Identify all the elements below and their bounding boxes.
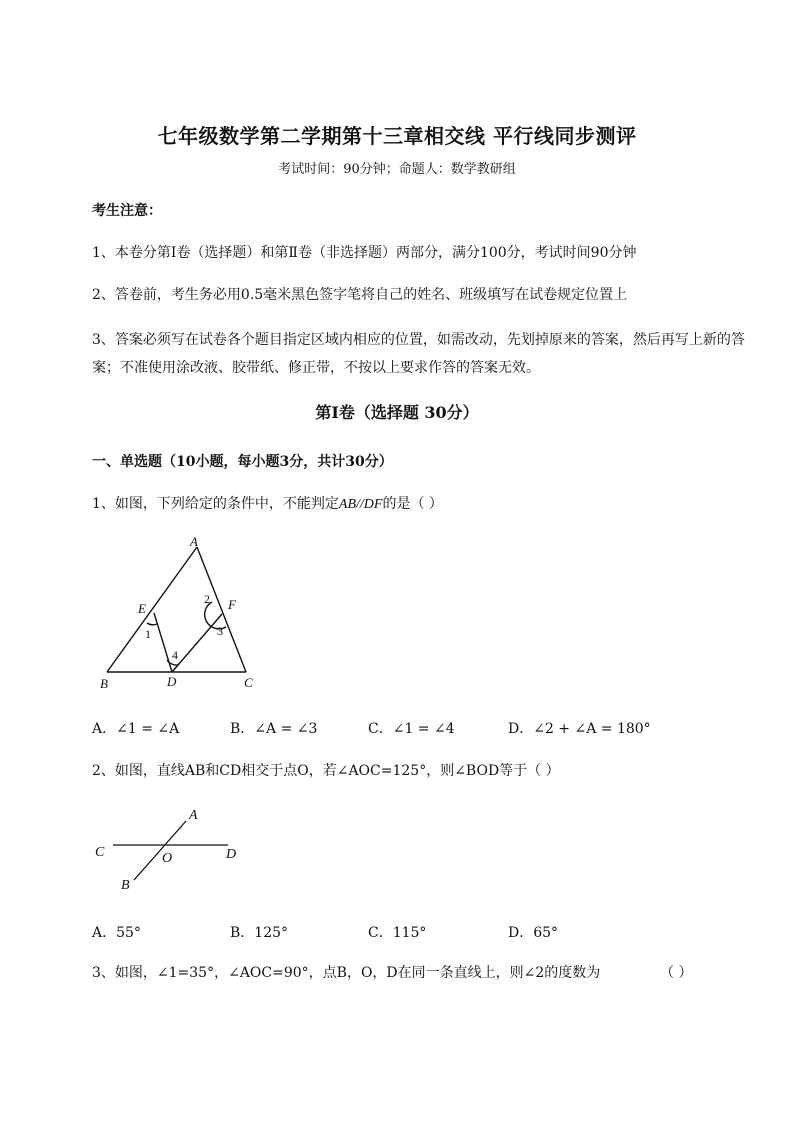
label-D: D	[226, 847, 237, 862]
part-heading: 一、单选题（10小题，每小题3分，共计30分）	[92, 454, 393, 470]
label-B: B	[121, 878, 130, 893]
q2-option-a[interactable]: A．55°	[92, 925, 141, 941]
q1-option-a[interactable]: A．∠1 = ∠A	[92, 721, 180, 737]
angle-1-arc	[147, 623, 157, 625]
label-angle-1: 1	[145, 627, 151, 641]
question-2-figure	[90, 800, 250, 895]
segment-AB	[107, 547, 197, 672]
label-A: A	[189, 808, 198, 823]
question-1-stem-prefix: 1、如图，下列给定的条件中，不能判定	[92, 496, 339, 512]
label-F: F	[228, 597, 236, 612]
label-E: E	[138, 601, 146, 616]
question-1-figure	[90, 530, 270, 695]
label-angle-3: 3	[217, 624, 223, 638]
q1-option-b[interactable]: B．∠A = ∠3	[230, 721, 318, 737]
question-3-blank: （ ）	[660, 965, 693, 981]
label-A: A	[190, 534, 198, 549]
page-title: 七年级数学第二学期第十三章相交线 平行线同步测评	[157, 124, 637, 148]
q2-option-c[interactable]: C．115°	[368, 925, 427, 941]
label-C: C	[244, 675, 253, 690]
section-title: 第I卷（选择题 30分）	[315, 403, 479, 422]
label-C: C	[95, 845, 105, 860]
label-angle-2: 2	[204, 592, 210, 606]
exam-info: 考试时间：90分钟；命题人：数学教研组	[278, 162, 516, 177]
notice-item-2: 2、答卷前，考生务必用0.5毫米黑色签字笔将自己的姓名、班级填写在试卷规定位置上	[92, 287, 628, 303]
notice-heading: 考生注意：	[92, 203, 162, 219]
q2-option-b[interactable]: B．125°	[230, 925, 289, 941]
q1-option-c[interactable]: C．∠1 = ∠4	[368, 721, 455, 737]
question-1-stem-math: AB//DF	[338, 497, 383, 512]
q2-option-d[interactable]: D．65°	[508, 925, 559, 941]
label-B: B	[100, 676, 108, 691]
segment-DF	[172, 614, 222, 672]
question-1-stem-suffix: 的是（ ）	[382, 496, 443, 512]
label-angle-4: 4	[172, 648, 178, 662]
label-O: O	[162, 851, 173, 866]
notice-item-3: 3、答案必须写在试卷各个题目指定区域内相应的位置，如需改动，先划掉原来的答案，然后再写上新的答案；不准使用涂改液、胶带纸、修正带，不按以上要求作答的答案无效。	[92, 332, 745, 376]
question-2-stem: 2、如图，直线AB和CD相交于点O，若∠AOC=125°，则∠BOD等于（ ）	[92, 763, 560, 779]
notice-item-1: 1、本卷分第I卷（选择题）和第Ⅱ卷（非选择题）两部分，满分100分，考试时间90分钟	[92, 245, 637, 261]
segment-AC	[197, 547, 246, 672]
q1-option-d[interactable]: D．∠2 + ∠A = 180°	[508, 721, 651, 737]
line-AB	[134, 821, 186, 880]
question-1-stem	[92, 493, 443, 513]
question-3-stem: 3、如图，∠1=35°，∠AOC=90°，点B，O，D在同一条直线上，则∠2的度数为	[92, 965, 601, 981]
label-D: D	[167, 674, 177, 689]
